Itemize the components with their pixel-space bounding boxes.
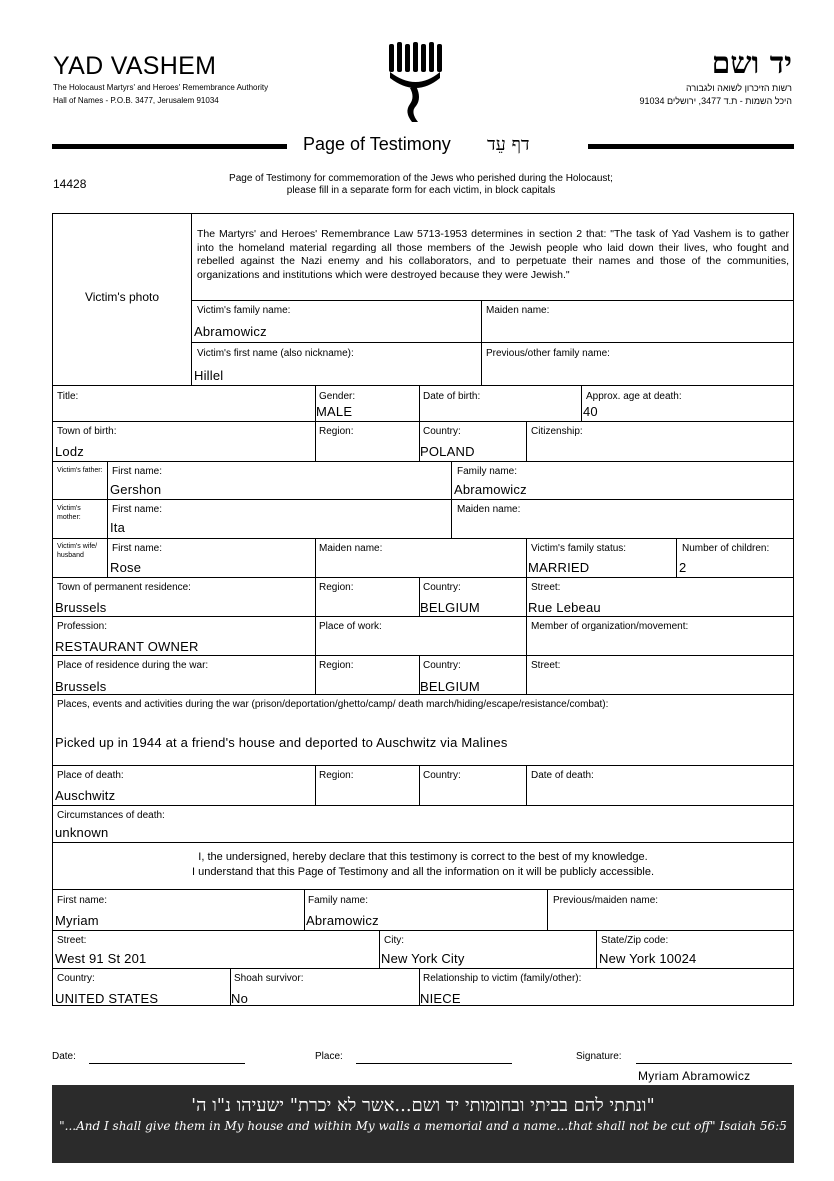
submitter-family-name-label: Family name:	[308, 895, 369, 906]
submitter-previous-name-label: Previous/maiden name:	[553, 895, 659, 906]
submitter-state-field[interactable]: New York 10024	[599, 951, 697, 966]
hebrew-page-title: דף עֵד	[487, 134, 530, 155]
children-label: Number of children:	[682, 543, 770, 554]
death-date-label: Date of death:	[531, 770, 594, 781]
death-place-field[interactable]: Auschwitz	[55, 788, 116, 803]
war-country-field[interactable]: BELGIUM	[420, 679, 480, 694]
first-name-label: Victim's first name (also nickname):	[197, 348, 354, 359]
father-first-name-field[interactable]: Gershon	[110, 482, 162, 497]
submitter-street-label: Street:	[57, 935, 87, 946]
war-events-label: Places, events and activities during the war (prison/deportation/ghetto/camp/ death march/hiding/escape/resistance/combat):	[57, 699, 609, 710]
instructions-line-2: please fill in a separate form for each victim, in block capitals	[286, 185, 556, 196]
children-field[interactable]: 2	[679, 560, 687, 575]
residence-street-label: Street:	[531, 582, 561, 593]
age-field[interactable]: 40	[583, 404, 598, 419]
org-name: YAD VASHEM	[53, 52, 217, 80]
submitter-first-name-field[interactable]: Myriam	[55, 913, 99, 928]
birth-region-label: Region:	[319, 426, 354, 437]
relationship-label: Relationship to victim (family/other):	[423, 973, 582, 984]
death-country-label: Country:	[423, 770, 461, 781]
survivor-field[interactable]: No	[231, 991, 249, 1006]
circumstances-field[interactable]: unknown	[55, 825, 109, 840]
age-label: Approx. age at death:	[586, 391, 682, 402]
father-first-name-label: First name:	[112, 466, 163, 477]
page-title: Page of Testimony	[303, 134, 451, 154]
family-status-field[interactable]: MARRIED	[528, 560, 590, 575]
signature-line[interactable]	[636, 1063, 792, 1064]
spouse-first-name-label: First name:	[112, 543, 163, 554]
birth-country-label: Country:	[423, 426, 461, 437]
residence-street-field[interactable]: Rue Lebeau	[528, 600, 601, 615]
family-name-label: Victim's family name:	[197, 305, 291, 316]
hebrew-org-address: היכל השמות - ת.ד 3477, ירושלים 91034	[639, 96, 792, 106]
submitter-country-field[interactable]: UNITED STATES	[55, 991, 159, 1006]
submitter-first-name-label: First name:	[57, 895, 108, 906]
declaration-line-1: I, the undersigned, hereby declare that this testimony is correct to the best of my knowledge.	[198, 851, 648, 863]
war-residence-label: Place of residence during the war:	[57, 660, 209, 671]
relationship-field[interactable]: NIECE	[420, 991, 461, 1006]
hebrew-org-subtitle: רשות הזיכרון לשואה ולגבורה	[685, 83, 792, 93]
place-of-work-label: Place of work:	[319, 621, 382, 632]
mother-maiden-name-label: Maiden name:	[457, 504, 521, 515]
signature-label: Signature:	[576, 1051, 622, 1062]
war-country-label: Country:	[423, 660, 461, 671]
law-text: The Martyrs' and Heroes' Remembrance Law 5713-1953 determines in section 2 that: "The task of Yad Vashem is to gather into the homeland material regarding all those members of the Jewish people who laid down their lives, who fought and rebelled against the Nazi enemy and his collaborators, and to perpetuate their names and those of the communities, organizations and institutions which were destroyed because they were Jewish."	[197, 228, 789, 281]
residence-region-label: Region:	[319, 582, 354, 593]
war-events-field[interactable]: Picked up in 1944 at a friend's house and deported to Auschwitz via Malines	[55, 735, 508, 750]
profession-field[interactable]: RESTAURANT OWNER	[55, 639, 199, 654]
mother-first-name-field[interactable]: Ita	[110, 520, 126, 535]
submitter-city-label: City:	[384, 935, 404, 946]
instructions	[190, 173, 652, 197]
father-family-name-field[interactable]: Abramowicz	[454, 482, 527, 497]
footer-english-quote: "...And I shall give them in My house and within My walls a memorial and a name...that shall not be cut off" Isaiah 56:5	[59, 1119, 787, 1133]
profession-label: Profession:	[57, 621, 108, 632]
birth-country-field[interactable]: POLAND	[420, 444, 475, 459]
hebrew-org-name: יד ושם	[711, 46, 792, 81]
father-family-name-label: Family name:	[457, 466, 518, 477]
citizenship-label: Citizenship:	[531, 426, 583, 437]
submitter-street-field[interactable]: West 91 St 201	[55, 951, 147, 966]
title-label: Title:	[57, 391, 79, 402]
residence-label: Town of permanent residence:	[57, 582, 191, 593]
father-label: Victim's father:	[57, 467, 103, 474]
footer-quote-banner	[52, 1085, 794, 1163]
war-region-label: Region:	[319, 660, 354, 671]
death-region-label: Region:	[319, 770, 354, 781]
spouse-maiden-name-label: Maiden name:	[319, 543, 383, 554]
submitter-family-name-field[interactable]: Abramowicz	[306, 913, 379, 928]
war-residence-field[interactable]: Brussels	[55, 679, 107, 694]
submitter-country-label: Country:	[57, 973, 95, 984]
victim-photo-area: Victim's photo	[84, 290, 160, 304]
death-place-label: Place of death:	[57, 770, 124, 781]
testimony-form	[52, 213, 794, 1006]
residence-field[interactable]: Brussels	[55, 600, 107, 615]
previous-family-name-label: Previous/other family name:	[486, 348, 610, 359]
instructions-line-1: Page of Testimony for commemoration of the Jews who perished during the Holocaust;	[229, 173, 613, 184]
gender-field[interactable]: MALE	[316, 404, 353, 419]
org-subtitle: The Holocaust Martyrs' and Heroes' Remembrance Authority	[53, 83, 269, 92]
submitter-city-field[interactable]: New York City	[381, 951, 465, 966]
organization-label: Member of organization/movement:	[531, 621, 689, 632]
place-label: Place:	[315, 1051, 343, 1062]
place-line[interactable]	[356, 1063, 512, 1064]
org-address: Hall of Names - P.O.B. 3477, Jerusalem 91034	[53, 96, 219, 105]
signatory-name: Myriam Abramowicz	[638, 1069, 751, 1083]
mother-label: Victim's mother:	[57, 505, 81, 521]
declaration	[53, 850, 793, 880]
gender-label: Gender:	[319, 391, 356, 402]
date-label: Date:	[52, 1051, 76, 1062]
declaration-line-2: I understand that this Page of Testimony and all the information on it will be publicly accessible.	[191, 866, 655, 878]
residence-country-field[interactable]: BELGIUM	[420, 600, 480, 615]
dob-label: Date of birth:	[423, 391, 481, 402]
menorah-logo-icon	[386, 42, 446, 124]
title-rule-left	[52, 144, 287, 149]
family-status-label: Victim's family status:	[531, 543, 627, 554]
town-of-birth-field[interactable]: Lodz	[55, 444, 84, 459]
war-street-label: Street:	[531, 660, 561, 671]
town-of-birth-label: Town of birth:	[57, 426, 117, 437]
maiden-name-label: Maiden name:	[486, 305, 550, 316]
spouse-label: Victim's wife/ husband	[57, 543, 98, 559]
survivor-label: Shoah survivor:	[234, 973, 304, 984]
mother-first-name-label: First name:	[112, 504, 163, 515]
spouse-first-name-field[interactable]: Rose	[110, 560, 142, 575]
date-line[interactable]	[89, 1063, 245, 1064]
submitter-state-label: State/Zip code:	[601, 935, 669, 946]
family-name-field[interactable]: Abramowicz	[194, 324, 267, 339]
first-name-field[interactable]: Hillel	[194, 368, 224, 383]
form-id: 14428	[53, 177, 87, 191]
title-rule-right	[588, 144, 794, 149]
circumstances-label: Circumstances of death:	[57, 810, 165, 821]
footer-hebrew-quote: "ונתתי להם בביתי ובחומותי יד ושם...אשר לא יכרת" ישעיהו נ"ו ה'	[191, 1095, 655, 1116]
residence-country-label: Country:	[423, 582, 461, 593]
